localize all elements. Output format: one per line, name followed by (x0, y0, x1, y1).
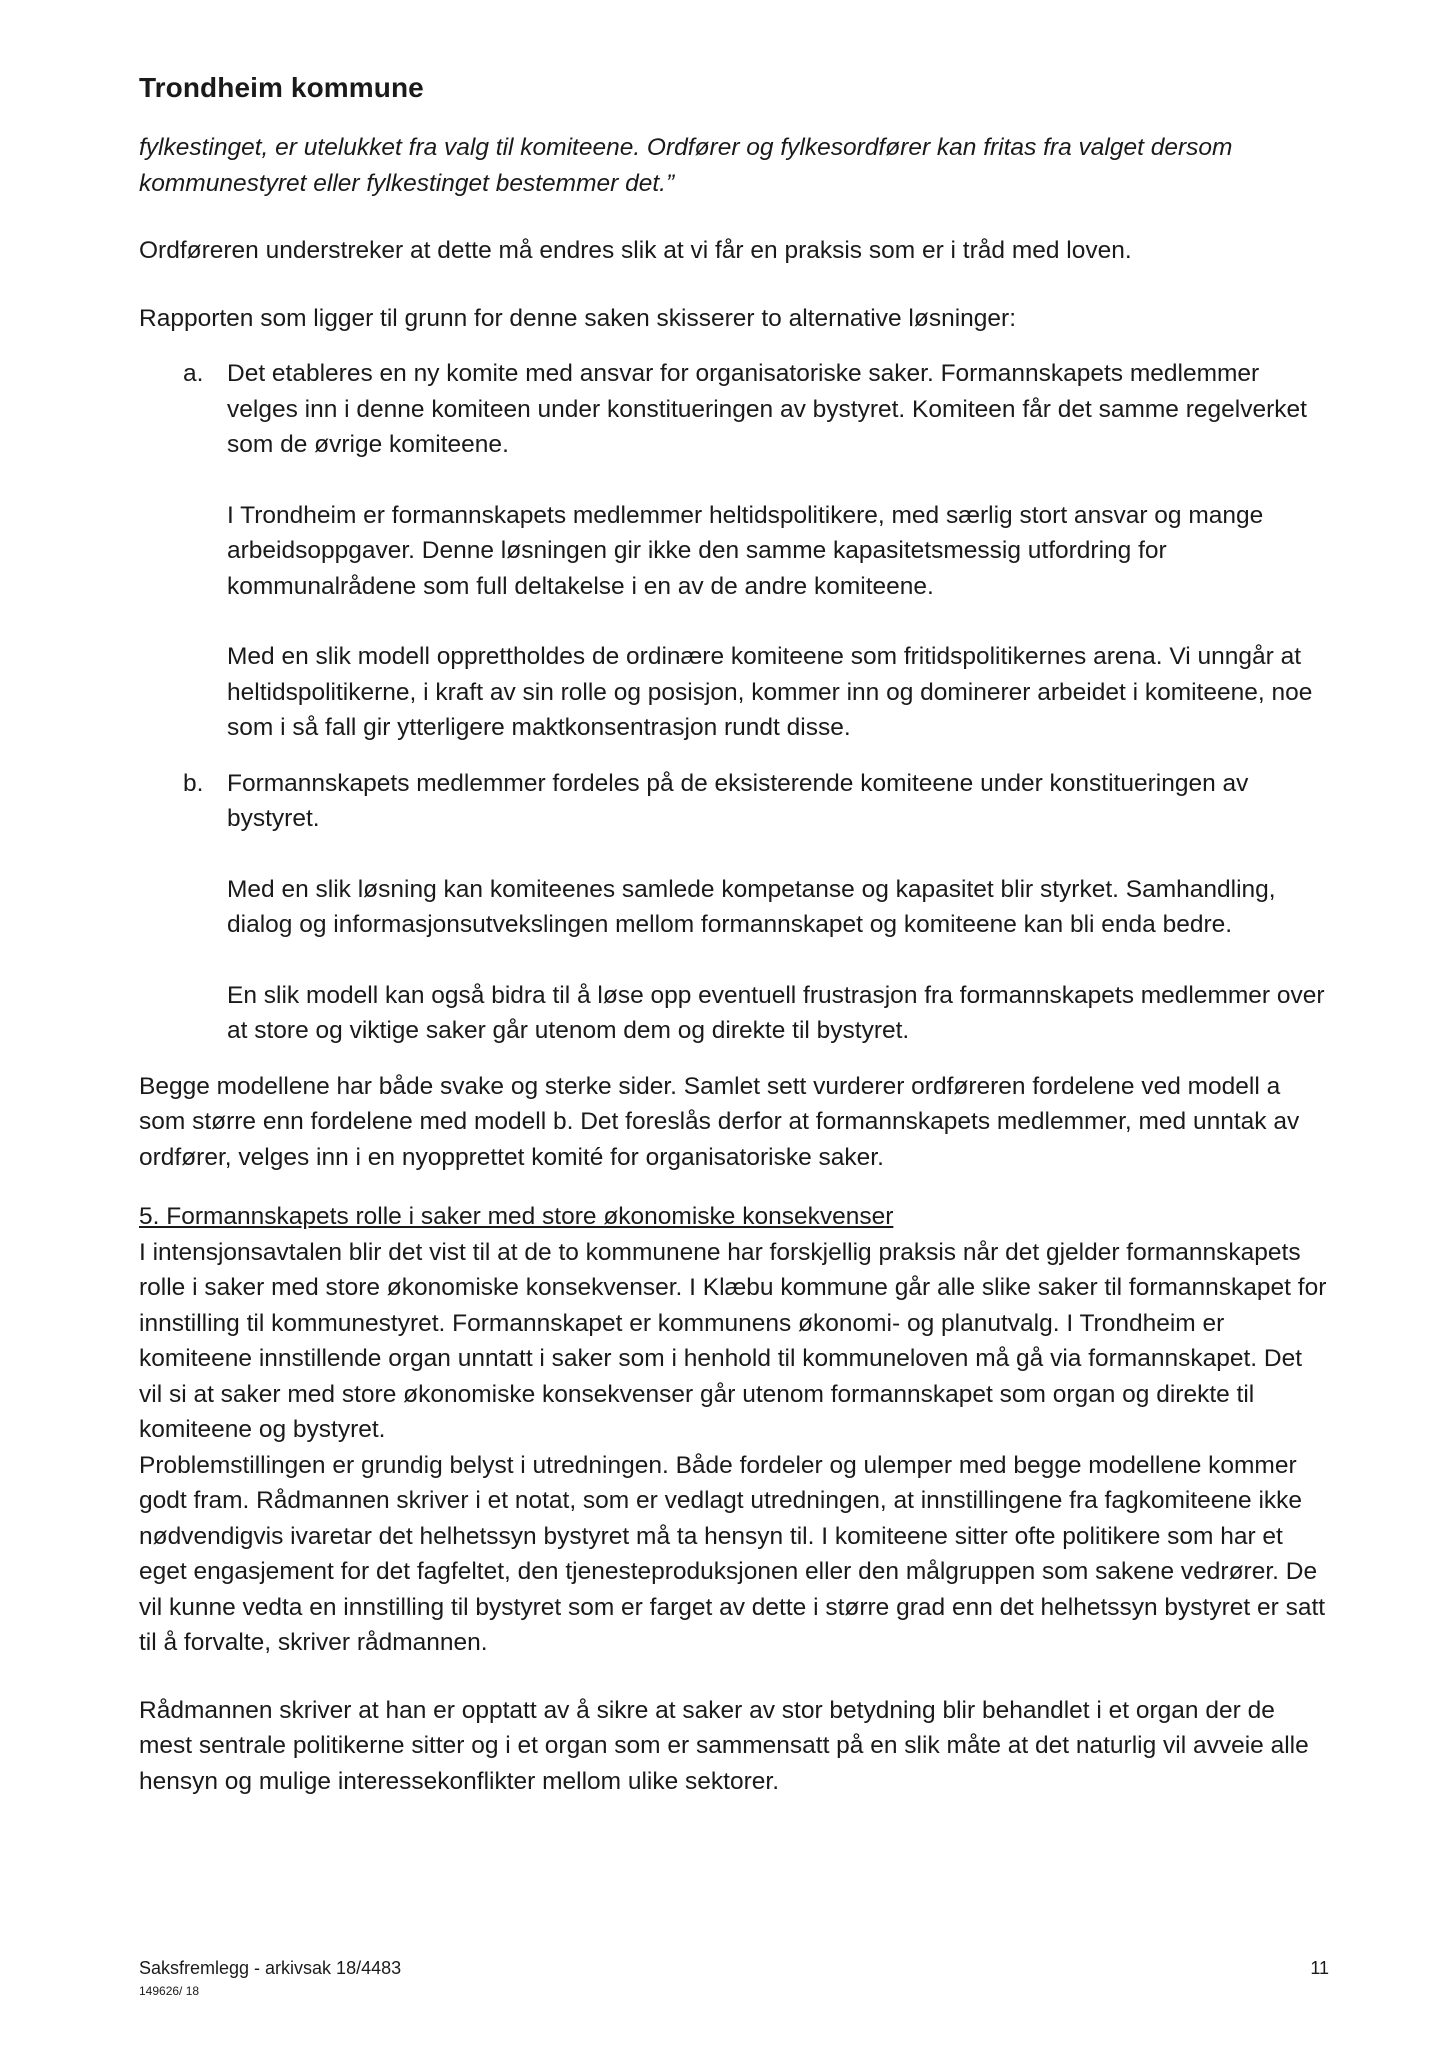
page-header-org: Trondheim kommune (139, 72, 424, 103)
footer-document-ref: Saksfremlegg - arkivsak 18/4483 (139, 1958, 402, 1978)
list-b-paragraph-1: Formannskapets medlemmer fordeles på de eksisterende komiteene under konstitueringen av bystyret. (227, 769, 1249, 832)
section-5-heading: 5. Formannskapets rolle i saker med store økonomiske konsekvenser (139, 1203, 894, 1230)
list-b-paragraph-2: Med en slik løsning kan komiteenes samlede kompetanse og kapasitet blir styrket. Samhandling, dialog og informasjonsutvekslingen mellom formannskapet og komiteene kan bli enda bedre. (227, 875, 1276, 938)
list-marker-a: a. (183, 360, 204, 387)
footer-page-number: 11 (1310, 1958, 1329, 1978)
list-a-paragraph-3: Med en slik modell opprettholdes de ordinære komiteene som fritidspolitikernes arena. Vi unngår at heltidspolitikerne, i kraft av sin rolle og posisjon, kommer inn og dominerer arbeidet i komiteene, noe som i så fall gir ytterligere maktkonsentrasjon rundt disse. (227, 643, 1313, 741)
list-marker-b: b. (183, 769, 204, 797)
list-item-a (139, 356, 1329, 746)
paragraph-model-conclusion: Begge modellene har både svake og sterke sider. Samlet sett vurderer ordføreren fordelene ved modell a som større enn fordelene med modell b. Det foreslås derfor at formannskapets medlemmer, med unntak av ordfører, velges inn i en nyopprettet komité for organisatoriske saker. (139, 1072, 1300, 1171)
list-b-paragraph-3: En slik modell kan også bidra til å løse opp eventuell frustrasjon fra formannskapets medlemmer over at store og viktige saker går utenom dem og direkte til bystyret. (227, 981, 1325, 1044)
document-page (139, 72, 1329, 1799)
paragraph-problemstilling: Problemstillingen er grundig belyst i utredningen. Både fordeler og ulemper med begge modellene kommer godt fram. Rådmannen skriver i et notat, som er vedlagt utredningen, at innstillingene fra fagkomiteene ikke nødvendigvis ivaretar det helhetssyn bystyret må ta hensyn til. I komiteene sitter ofte politikere som har et eget engasjement for det fagfeltet, den tjenesteproduksjonen eller den målgruppen som sakene vedrører. De vil kunne vedta en innstilling til bystyret som er farget av dette i større grad enn det helhetssyn bystyret er satt til å forvalte, skriver rådmannen. (139, 1451, 1326, 1656)
paragraph-report-alternatives: Rapporten som ligger til grunn for denne saken skisserer to alternative løsninger: (139, 304, 1016, 332)
paragraph-radmannen: Rådmannen skriver at han er opptatt av å sikre at saker av stor betydning blir behandlet i et organ der de mest sentrale politikerne sitter og i et organ som er sammensatt på en slik måte at det naturlig vil avveie alle hensyn og mulige interessekonflikter mellom ulike sektorer. (139, 1696, 1309, 1795)
paragraph-intensjonsavtale: I intensjonsavtalen blir det vist til at de to kommunene har forskjellig praksis når det gjelder formannskapets rolle i saker med store økonomiske konsekvenser. I Klæbu kommune går alle slike saker til formannskapet for innstilling til kommunestyret. Formannskapet er kommunens økonomi- og planutvalg. I Trondheim er komiteene innstillende organ unntatt i saker som i henhold til kommuneloven må gå via formannskapet. Det vil si at saker med store økonomiske konsekvenser går utenom formannskapet som organ og direkte til komiteene og bystyret. (139, 1238, 1327, 1443)
list-a-paragraph-1: Det etableres en ny komite med ansvar for organisatoriske saker. Formannskapets medlemmer velges inn i denne komiteen under konstitueringen av bystyret. Komiteen får det samme regelverket som de øvrige komiteene. (227, 360, 1307, 458)
list-a-paragraph-2: I Trondheim er formannskapets medlemmer heltidspolitikere, med særlig stort ansvar og mange arbeidsoppgaver. Denne løsningen gir ikke den samme kapasitetsmessig utfordring for kommunalrådene som full deltakelse i en av de andre komiteene. (227, 501, 1264, 600)
footer-archive-id: 149626/ 18 (139, 1984, 200, 1998)
paragraph-mayor-emphasis: Ordføreren understreker at dette må endres slik at vi får en praksis som er i tråd med loven. (139, 237, 1132, 264)
list-item-b (139, 766, 1329, 1049)
quote-paragraph: fylkestinget, er utelukket fra valg til komiteene. Ordfører og fylkesordfører kan fritas fra valget dersom kommunestyret eller fylkestinget bestemmer det.” (139, 134, 1233, 197)
